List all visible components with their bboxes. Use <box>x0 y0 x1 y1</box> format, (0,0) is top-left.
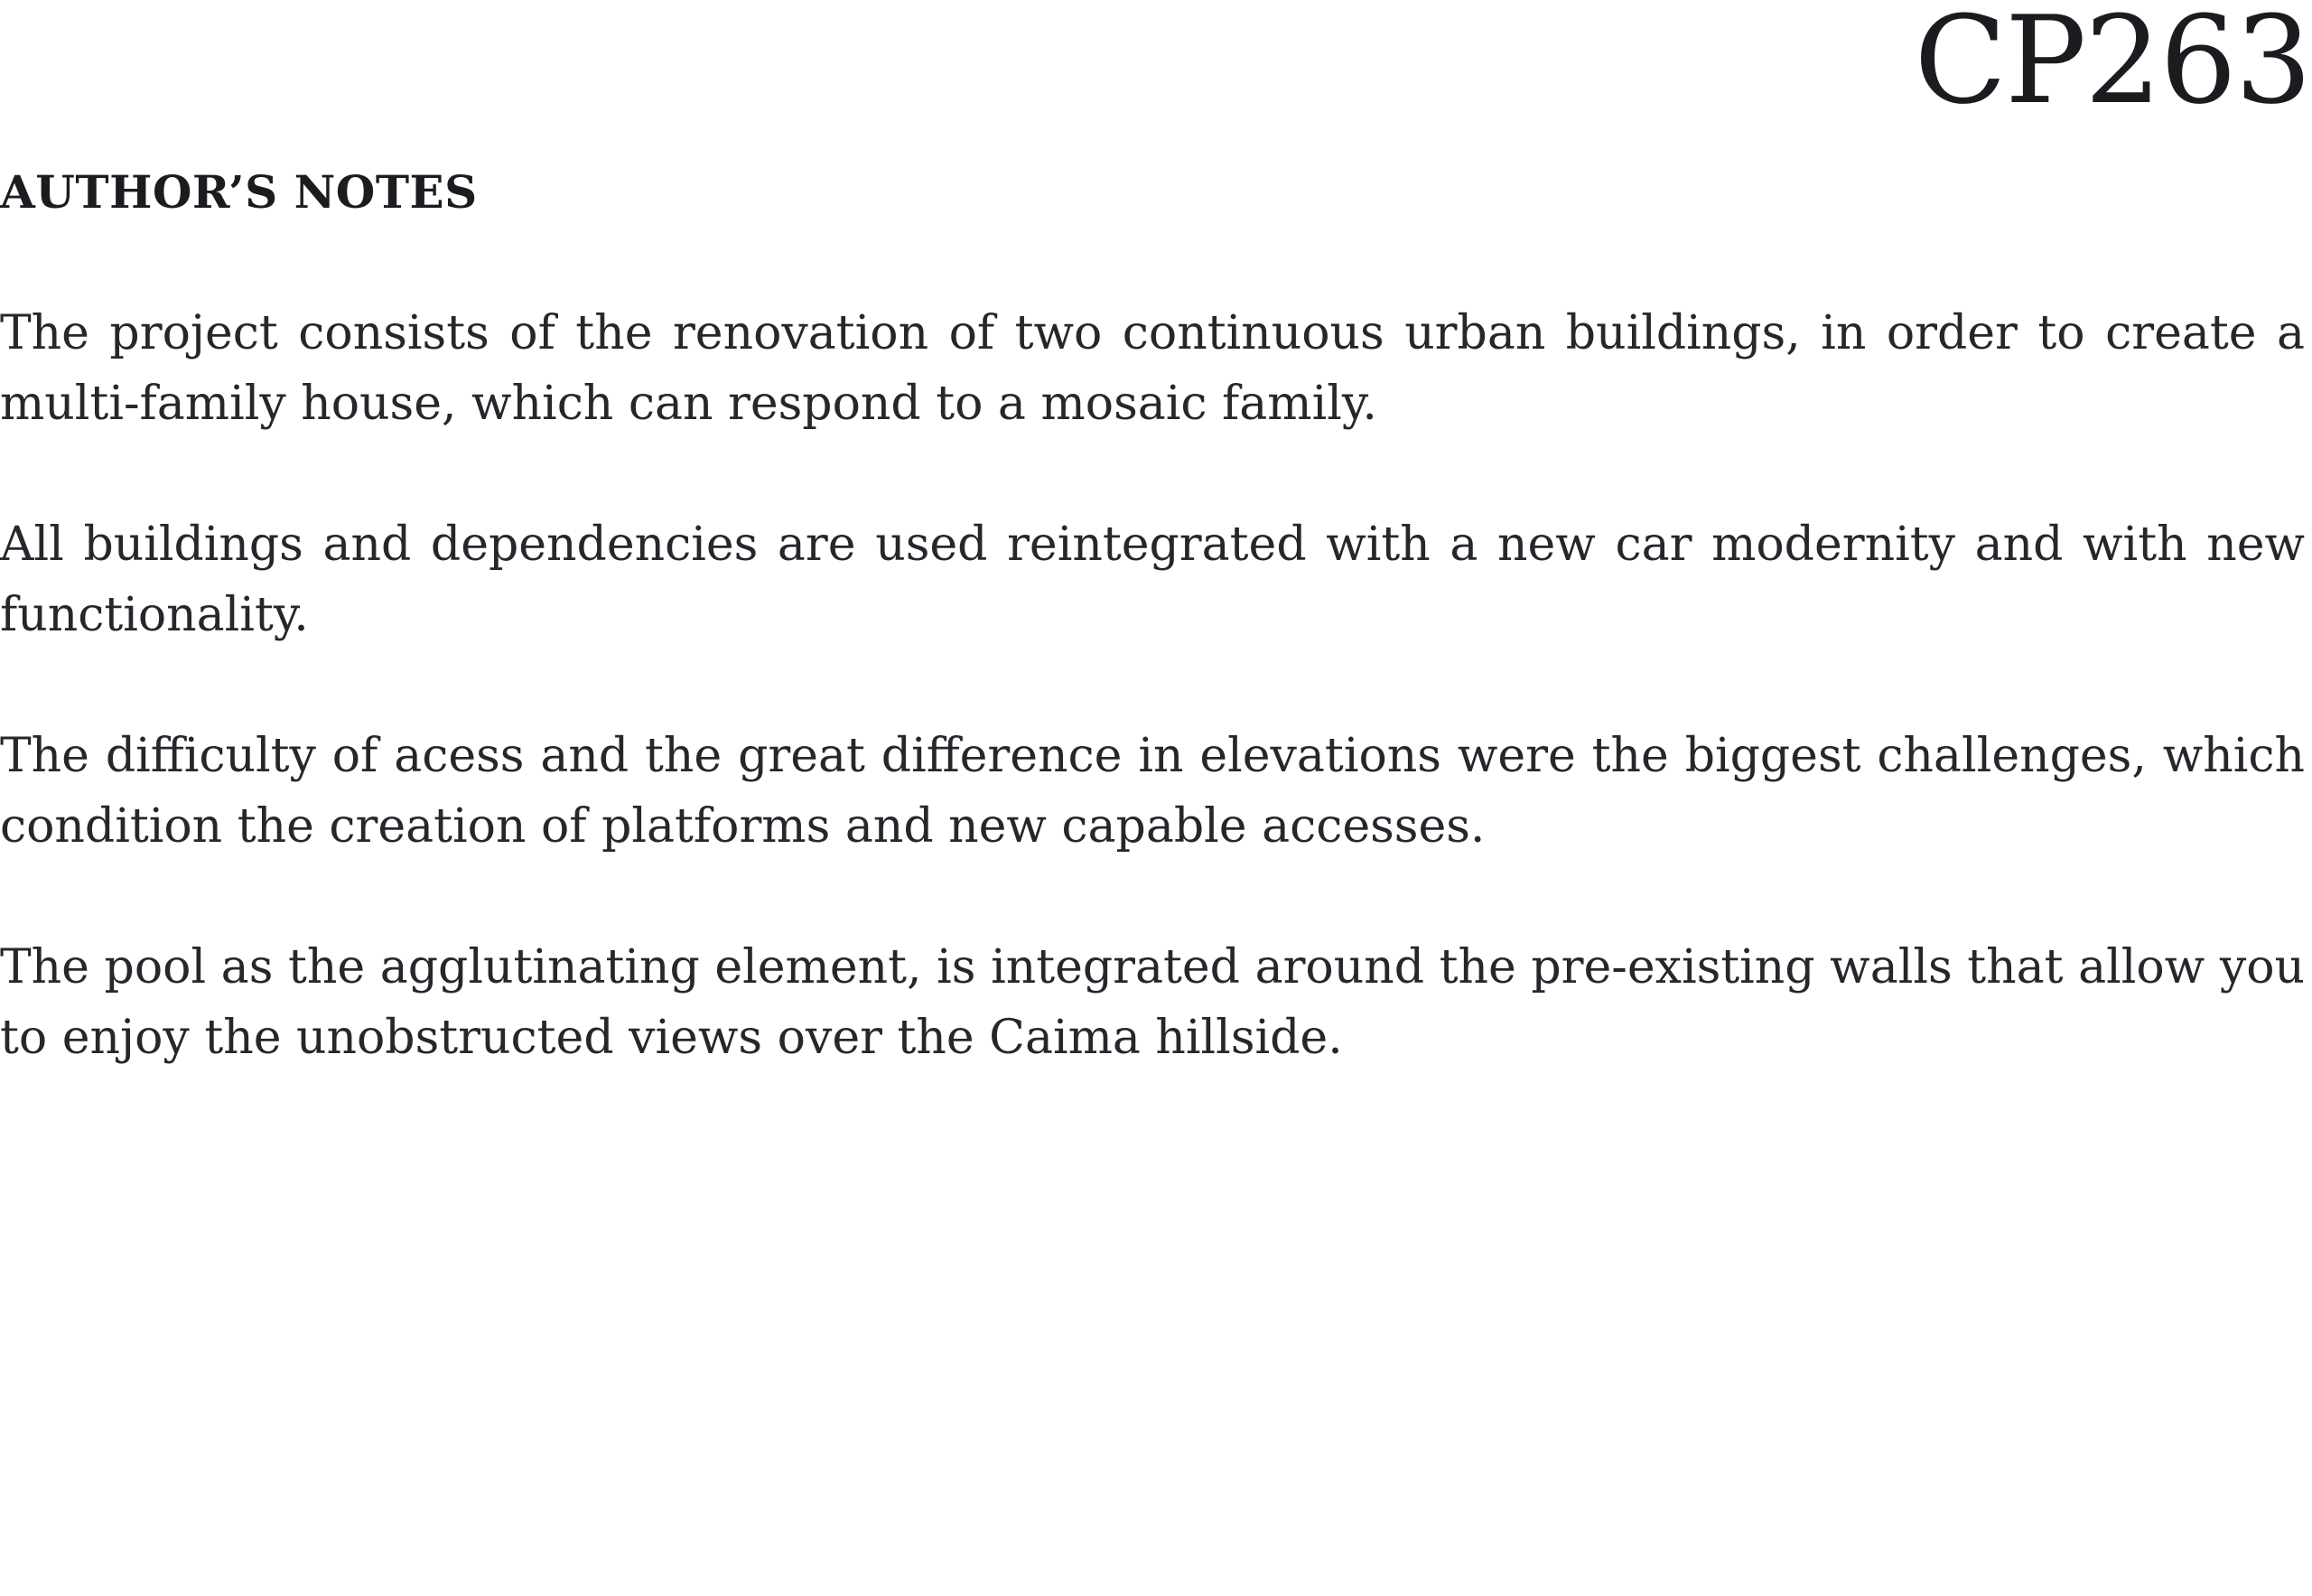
note-paragraph: The difficulty of acess and the great difference in elevations were the biggest challenges, which condition the creation of platforms and new capable accesses. <box>0 729 2305 854</box>
note-paragraph: The project consists of the renovation of two continuous urban buildings, in order to create a multi-family house, which can respond to a mosaic family. <box>0 306 2305 431</box>
note-paragraph: The pool as the agglutinating element, is integrated around the pre-existing walls that allow you to enjoy the unobstructed views over the Caima hillside. <box>0 940 2305 1065</box>
notes-body <box>0 298 2305 1143</box>
document-code: CP263 <box>1914 0 2310 131</box>
notes-heading: AUTHOR’S NOTES <box>0 165 478 219</box>
note-paragraph: All buildings and dependencies are used reintegrated with a new car modernity and with new functionality. <box>0 518 2305 642</box>
